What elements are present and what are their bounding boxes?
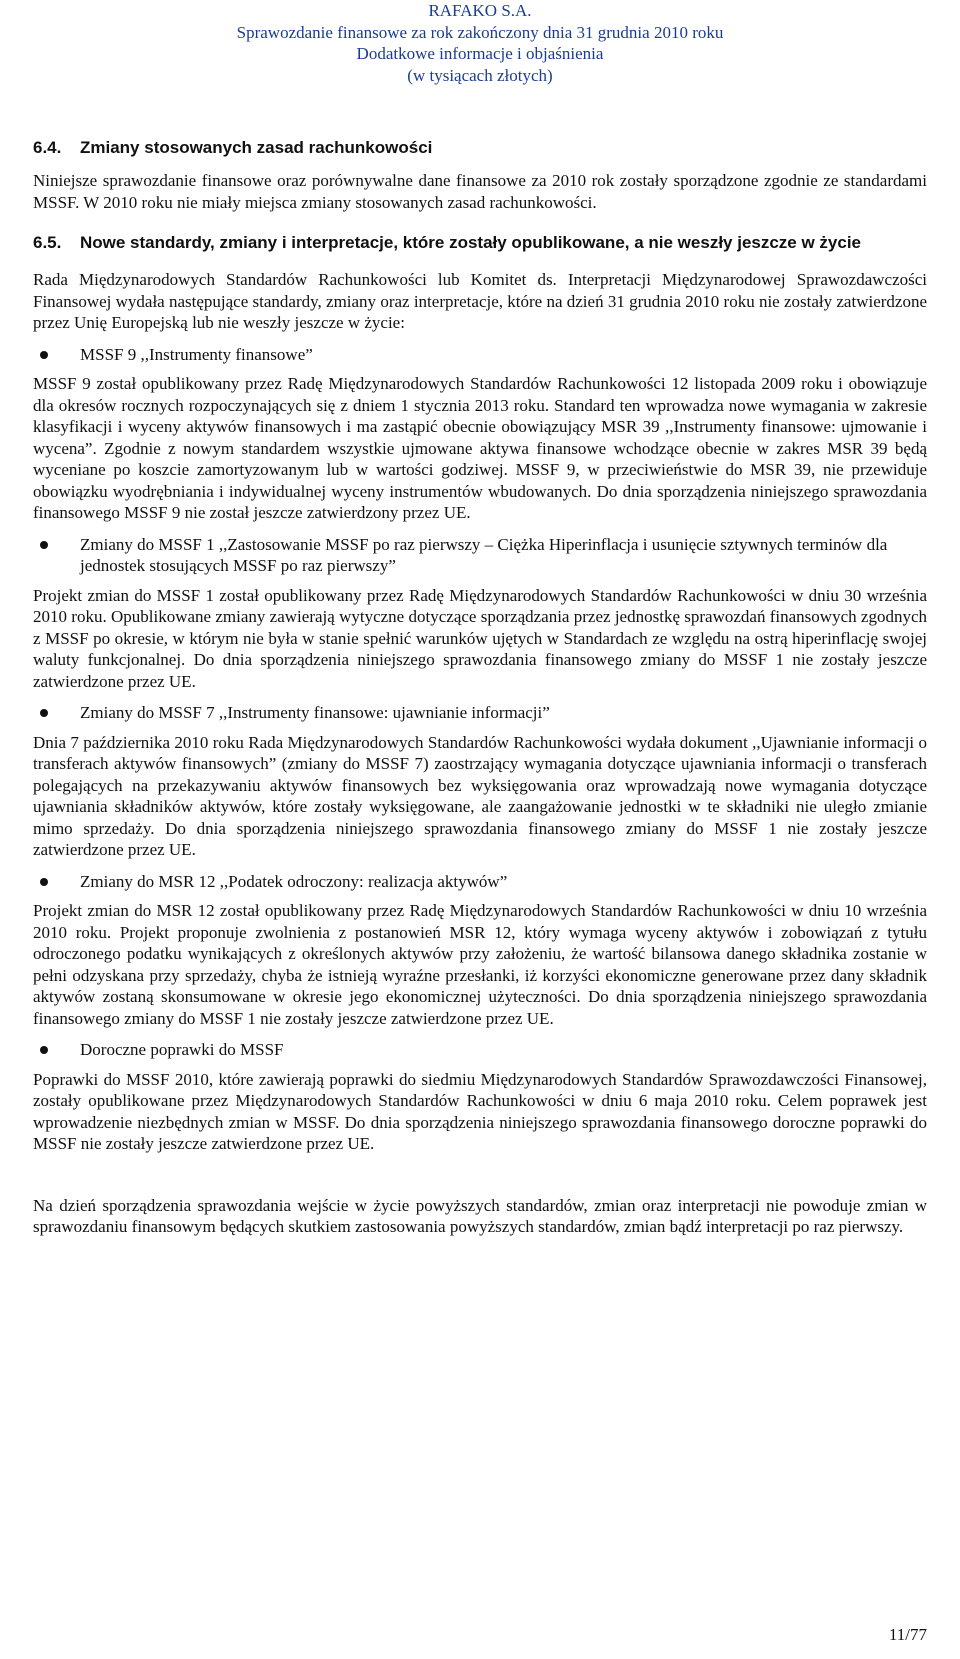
bullet-icon [33, 534, 80, 577]
list-item-title: Zmiany do MSSF 1 ,,Zastosowanie MSSF po raz pierwszy – Ciężka Hiperinflacja i usunięcie sztywnych terminów dla jednostek stosujących MSSF po raz pierwszy” [80, 534, 888, 575]
list-item [33, 534, 927, 577]
report-subtitle: Dodatkowe informacje i objaśnienia [356, 44, 604, 63]
list-item-body: Poprawki do MSSF 2010, które zawierają poprawki do siedmiu Międzynarodowych Standardów Sprawozdawczości Finansowej, zostały opublikowane przez Międzynarodowych Standardów Rachunkowości w dniu 6 maja 2010 roku. Celem poprawek jest wprowadzenie niezbędnych zmian w MSSF. Do dnia sporządzenia niniejszego sprawozdania finansowego doroczne poprawki do MSSF nie zostały jeszcze zatwierdzone przez UE. [33, 1069, 927, 1153]
bullet-icon [33, 702, 80, 724]
section-6-4-body: Niniejsze sprawozdanie finansowe oraz porównywalne dane finansowe za 2010 rok zostały sporządzone zgodnie ze standardami MSSF. W 2010 roku nie miały miejsca zmiany stosowanych zasad rachunkowości. [33, 171, 927, 212]
bullet-icon [33, 871, 80, 893]
section-6-5-intro: Rada Międzynarodowych Standardów Rachunkowości lub Komitet ds. Interpretacji Międzynarodowej Sprawozdawczości Finansowej wydała następujące standardy, zmiany oraz interpretacje, które na dzień 31 grudnia 2010 roku nie zostały zatwierdzone przez Unię Europejską lub nie weszły jeszcze w życie: [33, 270, 927, 332]
section-number: 6.4. [33, 138, 62, 157]
list-item-title: MSSF 9 ,,Instrumenty finansowe” [80, 344, 313, 364]
section-6-5-conclusion: Na dzień sporządzenia sprawozdania wejście w życie powyższych standardów, zmian oraz interpretacji nie powoduje zmian w sprawozdaniu finansowym będących skutkiem zastosowania powyższych standardów, zmian bądź interpretacji po raz pierwszy. [33, 1195, 927, 1236]
list-item-title: Zmiany do MSR 12 ,,Podatek odroczony: realizacja aktywów” [80, 871, 508, 891]
section-title: Zmiany stosowanych zasad rachunkowości [80, 138, 433, 157]
bullet-icon [33, 1039, 80, 1061]
document-body [33, 136, 927, 1238]
report-title: Sprawozdanie finansowe za rok zakończony dnia 31 grudnia 2010 roku [236, 22, 724, 42]
section-heading-6-4 [33, 136, 927, 160]
page-number: 11/77 [888, 1625, 927, 1644]
list-item-body: Projekt zmian do MSSF 1 został opublikowany przez Radę Międzynarodowych Standardów Rachunkowości w dniu 30 września 2010 roku. Opublikowane zmiany zawierają wytyczne dotyczące sporządzania przez jednostkę sprawozdań finansowych zgodnych z MSSF po okresie, w którym nie była w stanie spełnić warunków ujętych w Standardach ze względu na ostrą hiperinflację swojej waluty funkcjonalnej. Do dnia sporządzenia niniejszego sprawozdania finansowego zmiany do MSSF 1 nie zostały jeszcze zatwierdzone przez UE. [33, 585, 927, 691]
section-number: 6.5. [33, 233, 62, 252]
bullet-icon [33, 344, 80, 366]
section-title: Nowe standardy, zmiany i interpretacje, które zostały opublikowane, a nie weszły jeszcze w życie [80, 233, 862, 252]
list-item-body: Projekt zmian do MSR 12 został opublikowany przez Radę Międzynarodowych Standardów Rachunkowości w dniu 10 września 2010 roku. Projekt proponuje zwolnienia z postanowień MSR 12, który wymaga wyceny aktywów i zobowiązań z tytułu odroczonego podatku wynikających z określonych aktywów przy założeniu, że wartość bilansowa danego składnika zostanie w pełni odzyskana przy sprzedaży, chyba że istnieją wyraźne przesłanki, iż korzyści ekonomiczne generowane przez dany składnik aktywów zostaną skonsumowane w okresie jego ekonomicznej użyteczności. Do dnia sporządzenia niniejszego sprawozdania finansowego zmiany do MSSF 1 nie zostały jeszcze zatwierdzone przez UE. [33, 901, 927, 1028]
list-item-title: Doroczne poprawki do MSSF [80, 1040, 284, 1059]
section-heading-6-5 [33, 231, 927, 255]
list-item [33, 344, 927, 366]
page-header [0, 0, 960, 86]
report-units: (w tysiącach złotych) [407, 65, 553, 85]
list-item [33, 871, 927, 893]
list-item [33, 1039, 927, 1061]
list-item-title: Zmiany do MSSF 7 ,,Instrumenty finansowe: ujawnianie informacji” [80, 703, 550, 722]
list-item-body: Dnia 7 października 2010 roku Rada Międzynarodowych Standardów Rachunkowości wydała dokument ,,Ujawnianie informacji o transferach aktywów finansowych” (zmiany do MSSF 7) zaostrzający wymagania dotyczące ujawniania informacji o transferach polegających na przekazywaniu aktywów finansowych bez wyksięgowania oraz wprowadzają nowe wymagania dotyczące ujawniania składników aktywów, które zostały wyksięgowane, ale zaangażowanie jednostki w te składniki nie uległo zmianie mimo sprzedaży. Do dnia sporządzenia niniejszego sprawozdania finansowego zmiany do MSSF 1 nie zostały jeszcze zatwierdzone przez UE. [33, 732, 927, 859]
list-item-body: MSSF 9 został opublikowany przez Radę Międzynarodowych Standardów Rachunkowości 12 listopada 2009 roku i obowiązuje dla okresów rocznych rozpoczynających się z dniem 1 stycznia 2013 roku. Standard ten wprowadza nowe wymagania w zakresie klasyfikacji i wyceny aktywów finansowych i ma zastąpić obecnie obowiązujący MSR 39 ,,Instrumenty finansowe: ujmowanie i wycena”. Zgodnie z nowym standardem wszystkie ujmowane aktywa finansowe wchodzące obecnie w zakres MSR 39 będą wyceniane po koszcie zamortyzowanym lub w wartości godziwej. MSSF 9, w przeciwieństwie do MSR 39, nie przewiduje obowiązku wyodrębniania i indywidualnej wyceny instrumentów wbudowanych. Do dnia sporządzenia niniejszego sprawozdania finansowego MSSF 9 nie został jeszcze zatwierdzony przez UE. [33, 374, 927, 522]
company-name: RAFAKO S.A. [428, 1, 532, 20]
list-item [33, 702, 927, 724]
